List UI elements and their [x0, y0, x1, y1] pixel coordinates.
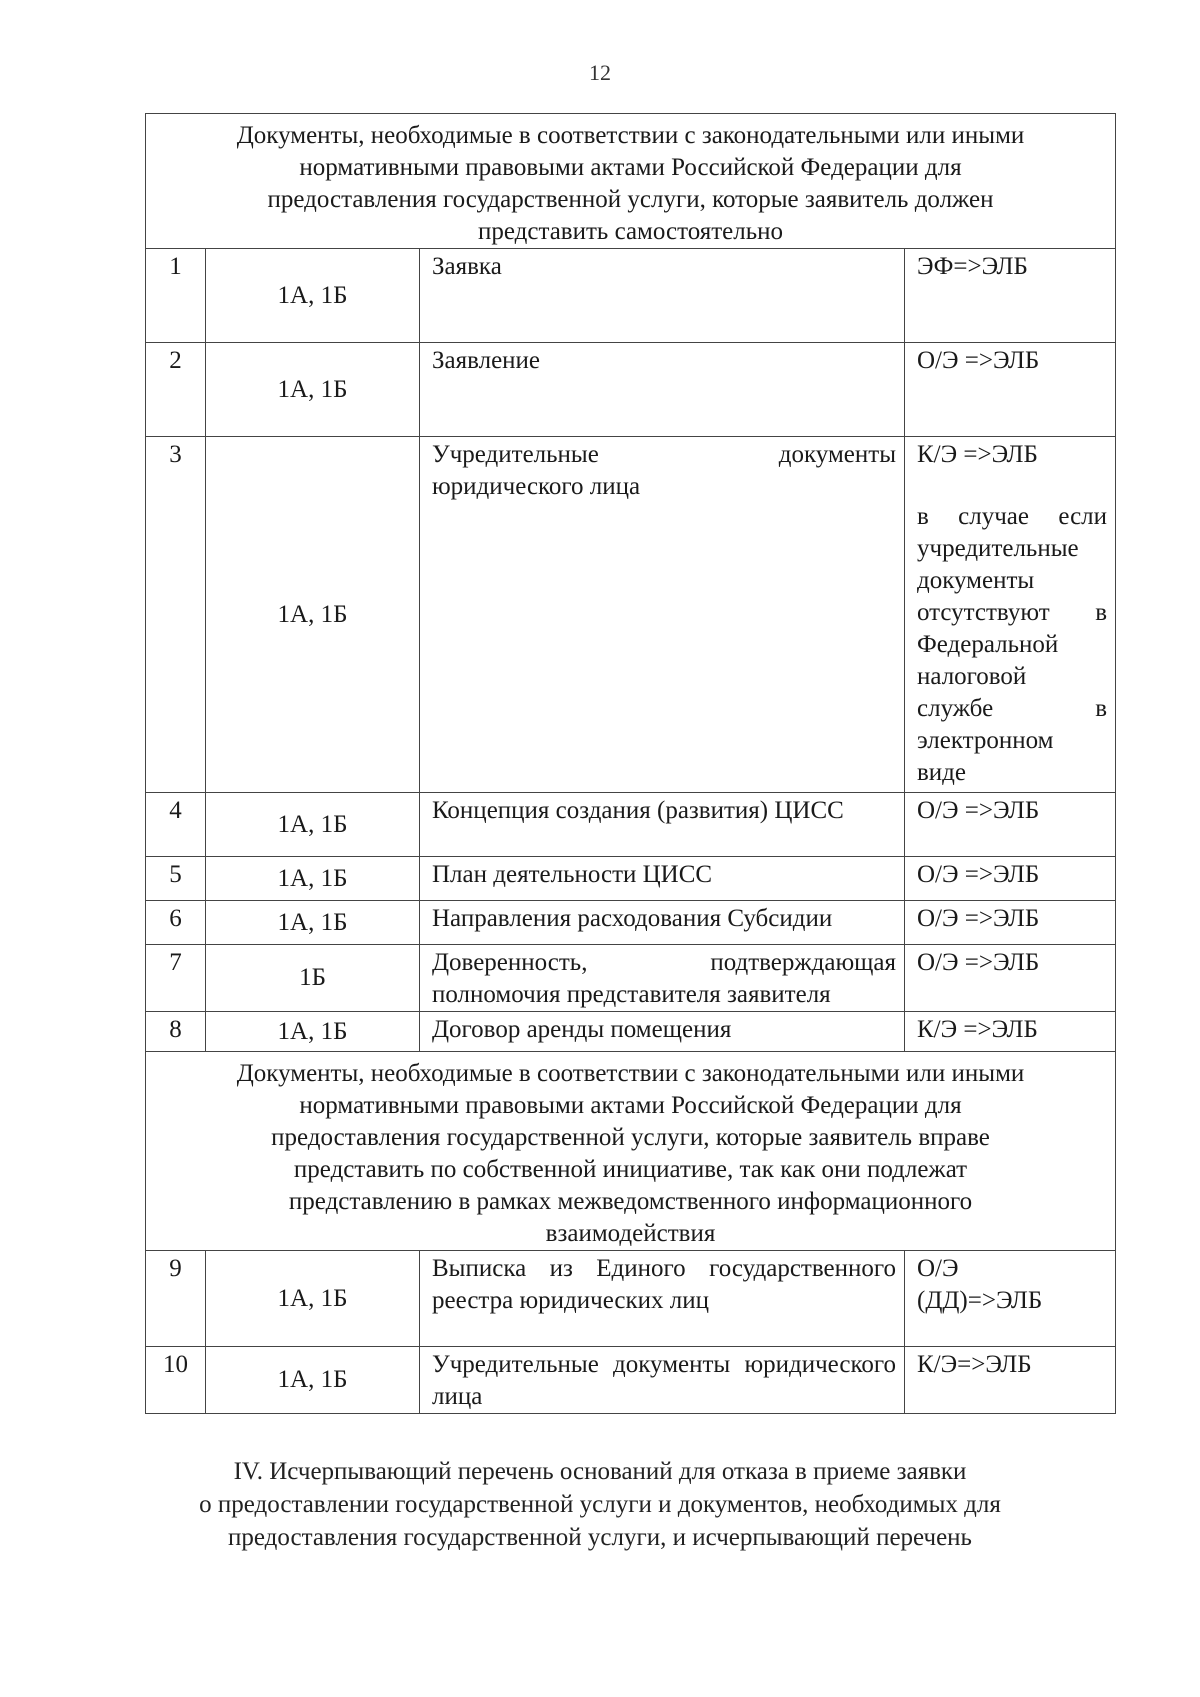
- table-row: [146, 857, 1116, 901]
- row-document-name: [420, 437, 905, 793]
- header-line: представить самостоятельно: [478, 218, 783, 245]
- table-row: [146, 437, 1116, 793]
- header-line: предоставления государственной услуги, которые заявитель вправе: [271, 1124, 990, 1151]
- row-form: О/Э =>ЭЛБ: [905, 945, 1116, 1012]
- row-document-name: Заявка: [420, 249, 905, 343]
- row-form: [905, 437, 1116, 793]
- header-line: представлению в рамках межведомственного информационного: [288, 1188, 973, 1215]
- documents-table: [145, 113, 1116, 1414]
- row-number: 3: [146, 437, 206, 793]
- section-header-row: [146, 1052, 1116, 1251]
- row-document-name-line2: юридического лица: [432, 473, 641, 500]
- row-form-note: [917, 501, 1107, 789]
- row-form: ЭФ=>ЭЛБ: [905, 249, 1116, 343]
- row-document-name: Договор аренды помещения: [420, 1012, 905, 1052]
- row-form-line: О/Э: [917, 1255, 959, 1282]
- section-2-header: [146, 1052, 1116, 1251]
- section-title-line: IV. Исчерпывающий перечень оснований для отказа в приеме заявки: [233, 1458, 967, 1485]
- row-group: 1Б: [206, 945, 420, 1012]
- row-number: 9: [146, 1251, 206, 1347]
- note-line: Федеральной: [917, 631, 1059, 658]
- header-line: представить по собственной инициативе, так как они подлежат: [293, 1156, 968, 1183]
- note-line: учредительные: [917, 535, 1079, 562]
- row-form: О/Э =>ЭЛБ: [905, 343, 1116, 437]
- row-group: 1А, 1Б: [206, 249, 420, 343]
- row-group: 1А, 1Б: [206, 343, 420, 437]
- header-line: взаимодействия: [545, 1220, 716, 1247]
- row-document-name-line1: [432, 439, 896, 471]
- row-group: 1А, 1Б: [206, 437, 420, 793]
- table-row: [146, 901, 1116, 945]
- row-form-value: К/Э =>ЭЛБ: [917, 441, 1038, 468]
- row-group: 1А, 1Б: [206, 1012, 420, 1052]
- row-group: 1А, 1Б: [206, 1251, 420, 1347]
- row-document-name: Доверенность, подтверждающая полномочия представителя заявителя: [420, 945, 905, 1012]
- row-number: 2: [146, 343, 206, 437]
- row-group: 1А, 1Б: [206, 857, 420, 901]
- row-number: 6: [146, 901, 206, 945]
- header-line: нормативными правовыми актами Российской Федерации для: [299, 1092, 962, 1119]
- row-document-name: План деятельности ЦИСС: [420, 857, 905, 901]
- row-document-name: Заявление: [420, 343, 905, 437]
- row-document-name: Направления расходования Субсидии: [420, 901, 905, 945]
- header-line: Документы, необходимые в соответствии с законодательными или иными: [236, 1060, 1025, 1087]
- header-line: предоставления государственной услуги, которые заявитель должен: [267, 186, 994, 213]
- table-row: [146, 1251, 1116, 1347]
- row-number: 10: [146, 1347, 206, 1414]
- header-line: нормативными правовыми актами Российской Федерации для: [299, 154, 962, 181]
- row-form: О/Э =>ЭЛБ: [905, 857, 1116, 901]
- table-row: [146, 1347, 1116, 1414]
- row-form-line: (ДД)=>ЭЛБ: [917, 1287, 1043, 1314]
- row-form: О/Э =>ЭЛБ: [905, 793, 1116, 857]
- row-number: 7: [146, 945, 206, 1012]
- table-row: [146, 945, 1116, 1012]
- row-number: 5: [146, 857, 206, 901]
- row-form: К/Э=>ЭЛБ: [905, 1347, 1116, 1414]
- note-line: службе в: [917, 695, 1108, 722]
- row-document-name: Учредительные документы юридического лица: [420, 1347, 905, 1414]
- row-document-name-text: Учредительные документы: [432, 441, 896, 468]
- row-group: 1А, 1Б: [206, 1347, 420, 1414]
- note-line: электронном: [917, 727, 1054, 754]
- note-line: документы: [917, 567, 1035, 594]
- row-group: 1А, 1Б: [206, 793, 420, 857]
- row-document-name: Выписка из Единого государственного реестра юридических лиц: [420, 1251, 905, 1347]
- table-row: [146, 343, 1116, 437]
- row-form: О/Э =>ЭЛБ: [905, 901, 1116, 945]
- table-row: [146, 1012, 1116, 1052]
- header-line: Документы, необходимые в соответствии с законодательными или иными: [236, 122, 1025, 149]
- row-number: 8: [146, 1012, 206, 1052]
- section-header-row: [146, 114, 1116, 249]
- row-number: 1: [146, 249, 206, 343]
- row-form: К/Э =>ЭЛБ: [905, 1012, 1116, 1052]
- section-title: [0, 1455, 1200, 1554]
- note-line: налоговой: [917, 663, 1027, 690]
- note-line: отсутствуют в: [917, 599, 1108, 626]
- table-row: [146, 793, 1116, 857]
- page-number: 12: [589, 60, 611, 85]
- section-title-line: о предоставлении государственной услуги и документов, необходимых для: [199, 1491, 1001, 1518]
- section-title-line: предоставления государственной услуги, и исчерпывающий перечень: [228, 1524, 972, 1551]
- row-number: 4: [146, 793, 206, 857]
- table-row: [146, 249, 1116, 343]
- note-line: в случае если: [917, 503, 1108, 530]
- row-group: 1А, 1Б: [206, 901, 420, 945]
- section-1-header: [146, 114, 1116, 249]
- note-line: виде: [917, 759, 966, 786]
- row-form: [905, 1251, 1116, 1347]
- row-document-name: Концепция создания (развития) ЦИСС: [420, 793, 905, 857]
